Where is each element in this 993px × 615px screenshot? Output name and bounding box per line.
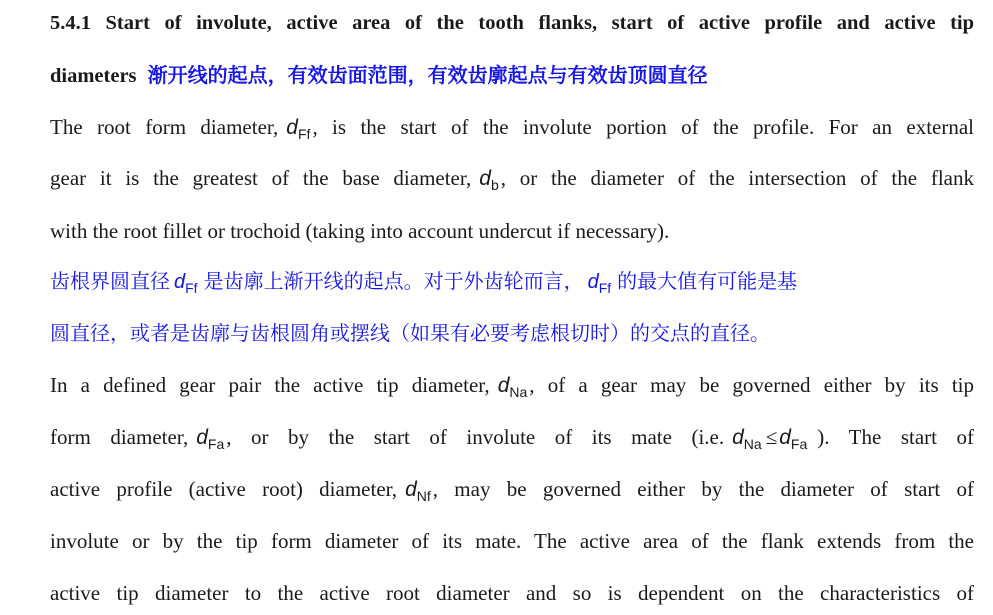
section-title-cn: 渐开线的起点，有效齿面范围，有效齿廓起点与有效齿顶圆直径	[147, 63, 708, 87]
para2-text: active tip diameter to the active root diameter and so is dependent on the characteristics of	[50, 581, 974, 605]
para1-line-3	[50, 218, 974, 244]
para2-text: involute or by the tip form diameter of its mate. The active area of the flank extends from the	[50, 529, 974, 553]
para1-text: with the root fillet or trochoid (taking into account undercut if necessary).	[50, 219, 670, 243]
para2-text: , of a gear may be governed either by its tip	[529, 373, 975, 397]
para2-text: In a defined gear pair the active tip diameter,	[50, 373, 490, 397]
section-number: 5.4.1	[50, 12, 91, 34]
para2-text: , or by the start of involute of its mate (i.e.	[226, 425, 725, 449]
para2-line-5	[50, 580, 974, 606]
symbol-d-Na: $d_{Na}$	[732, 426, 762, 452]
para1-line-2	[50, 165, 974, 192]
symbol-d-b: $d_b$	[479, 167, 499, 193]
less-equal-symbol: ≤	[765, 425, 778, 449]
section-title-en-1: Start of involute, active area of the tooth flanks, start of active profile and active tip	[105, 12, 975, 34]
symbol-d-Ff: $d_{Ff}$	[286, 116, 311, 142]
section-title-en-2: diameters	[50, 65, 137, 87]
para1-cn-text: 是齿廓上渐开线的起点。对于外齿轮而言，	[203, 269, 584, 293]
para2-text: ). The start of	[817, 425, 974, 449]
symbol-d-Nf: $d_{Nf}$	[405, 478, 431, 504]
para1-cn-text: 圆直径，或者是齿廓与齿根圆角或摆线（如果有必要考虑根切时）的交点的直径。	[50, 321, 770, 345]
para1-cn-line-2	[50, 320, 974, 346]
section-heading-line-1	[50, 10, 974, 36]
para1-text: gear it is the greatest of the base diameter,	[50, 166, 472, 190]
para1-line-1	[50, 114, 974, 141]
section-heading-line-2	[50, 62, 974, 89]
para1-text: , is the start of the involute portion of the profile. For an external	[312, 115, 974, 139]
para2-text: active profile (active root) diameter,	[50, 477, 398, 501]
para2-line-3	[50, 476, 974, 503]
symbol-d-Fa: $d_{Fa}$	[196, 426, 225, 452]
symbol-d-Ff: $d_{Ff}$	[174, 271, 198, 296]
para1-text: , or the diameter of the intersection of the flank	[500, 166, 974, 190]
para2-text: , may be governed either by the diameter of start of	[432, 477, 975, 501]
para1-cn-line-1	[50, 268, 974, 295]
para1-text: The root form diameter,	[50, 115, 279, 139]
symbol-d-Fa: $d_{Fa}$	[779, 426, 808, 452]
para1-cn-text: 的最大值有可能是基	[617, 269, 798, 293]
para2-line-1	[50, 372, 974, 399]
para2-line-4	[50, 528, 974, 554]
para2-line-2	[50, 424, 974, 451]
symbol-d-Na: $d_{Na}$	[497, 374, 528, 400]
para2-text: form diameter,	[50, 425, 189, 449]
para1-cn-text: 齿根界圆直径	[50, 269, 170, 293]
symbol-d-Ff: $d_{Ff}$	[587, 271, 612, 296]
